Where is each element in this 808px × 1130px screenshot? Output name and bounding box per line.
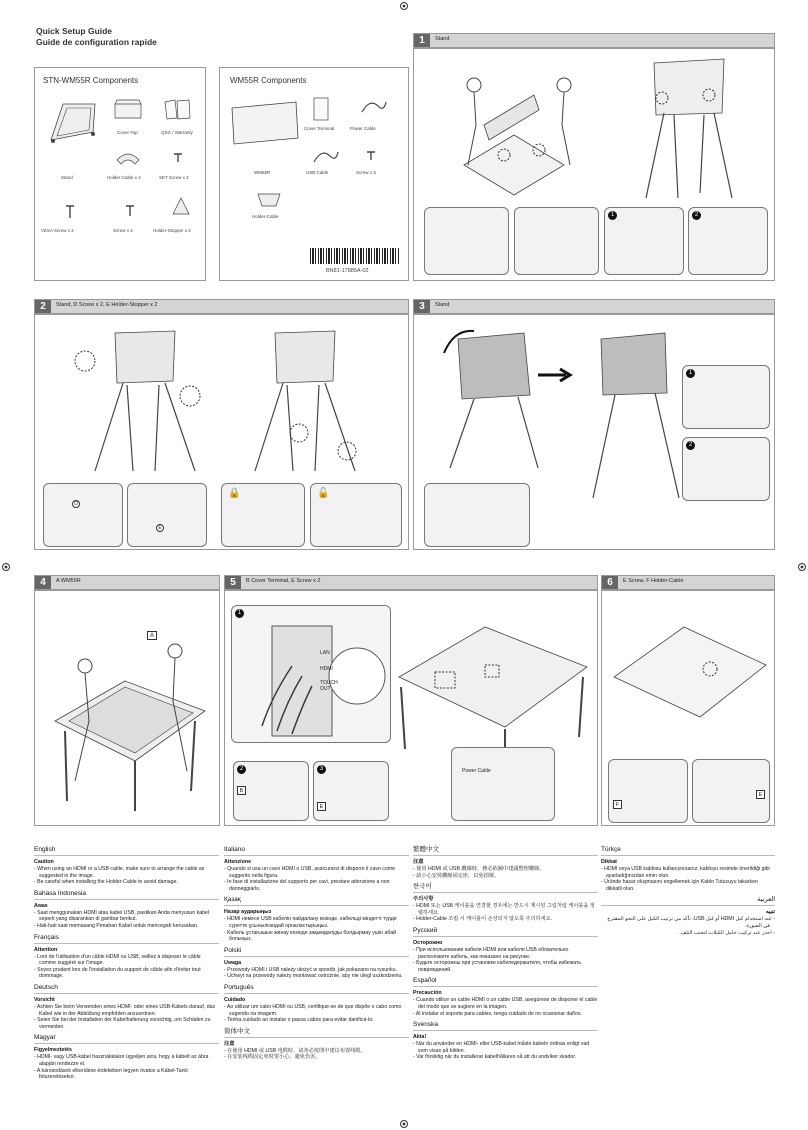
step-3-number: 3: [414, 300, 430, 313]
step-5-marker-b: B: [237, 786, 246, 795]
step-1-bar: [413, 33, 775, 48]
step-2-detail-locked: [221, 483, 305, 547]
wm-label-wm55r: WM55R: [254, 170, 271, 175]
step-3-arrow-right: [536, 367, 576, 383]
wm-label-holder-cable: Holder-Cable: [252, 214, 279, 219]
step-6-detail-f: [608, 759, 688, 823]
caution-heading: Precaución: [413, 990, 442, 997]
language-section: [34, 984, 219, 1030]
language-column-2: [224, 846, 409, 1065]
caution-line: - Hati-hati saat memasang Penahan Kabel untuk mencegah kerusakan.: [34, 922, 199, 929]
screw-3-illustration: [364, 148, 378, 162]
caution-line: - Tenha cuidado ao instalar o passa cabos para evitar danificá-lo.: [224, 1017, 374, 1024]
caution-heading: 注意: [224, 1040, 235, 1047]
caution-line: - При использовании кабеля HDMI или кабеля USB обязательно расположите кабель, как показано на рисунке.: [413, 946, 569, 960]
step-2-detail-d: [43, 483, 123, 547]
step-3-marker-2: 2: [686, 441, 695, 450]
caution-line: - Saat menggunakan HDMI atau kabel USB, pastikan Anda menyusun kabel seperti yang disarankan di gambar berikut.: [34, 909, 210, 923]
caution-heading: Awas: [34, 902, 48, 909]
stn-label-screw: Screw x 2: [113, 228, 133, 233]
language-name: Español: [413, 977, 598, 987]
caution-line: - Al instalar el soporte para cables, tenga cuidado de no ocasionar daños.: [413, 1010, 582, 1017]
language-section: [224, 1028, 409, 1061]
step-2-bar: [34, 299, 409, 314]
caution-line: - Be careful when installing the Holder-Cable to avoid damage.: [34, 879, 178, 886]
language-name: العربية: [601, 896, 775, 906]
caution-line: - A károsodások elkerülése érdekében legyen óvatos a Kábel-Tartó felszerelésekor.: [34, 1067, 188, 1081]
caution-line: - Uchwyt na przewody należy montować ostrożnie, aby nie ulegl uszkodzeniu.: [224, 973, 403, 980]
caution-line: - HDMI- vagy USB-kábel használatakor ügyeljen arra, hogy a kábelt az ábra alapján rendezze el.: [34, 1054, 209, 1067]
caution-line: - Üründe hasar oluşmasını engellemek için Kablo Tutucuyu takarken dikkatli olun.: [601, 879, 758, 892]
step-4-marker-a: A: [147, 631, 157, 640]
wm-components-box: [219, 67, 409, 281]
caution-heading: Figyelmeztetés: [34, 1047, 72, 1054]
stn-label-holder-stopper: Holder-Stopper x 2: [153, 228, 191, 233]
language-section: [34, 1034, 219, 1080]
registration-mark-bottom: [400, 1120, 408, 1128]
caution-line: - عند استخدام كبل HDMI أو كبل USB، تأكد من ترتيب الكبل على النحو المقترح في الصورة.: [607, 916, 775, 929]
step-6-display-back-illustration: [610, 621, 770, 721]
language-section: [413, 977, 598, 1017]
stn-label-holder-cable: Holder-Cable x 4: [107, 175, 141, 180]
caution-line: - Holder-Cable 조립 시 케이블이 손상되지 않도록 주의하세요.: [413, 916, 553, 923]
wm-label-cover-terminal: Cover Terminal: [304, 126, 335, 131]
step-3-detail-1: [682, 365, 770, 429]
caution-heading: Attenzione: [224, 859, 252, 865]
step-6-marker-f: F: [613, 800, 622, 809]
wm-label-power-cable: Power Cable: [350, 126, 376, 131]
barcode: [310, 248, 400, 264]
registration-mark-top: [400, 2, 408, 10]
language-section: [224, 846, 409, 892]
stn-label-vesa-screw: VESA Screw x 2: [41, 228, 74, 233]
step-4-bar: [34, 575, 220, 590]
wm-components-title: WM55R Components: [230, 76, 307, 85]
caution-line: - In fase di installazione del supporto per cavi, prestare attenzione a non danneggiarlo.: [224, 879, 390, 892]
caution-line: - 在安装线缆固定座时要小心，避免伤害。: [224, 1054, 321, 1061]
step-6-box: [601, 590, 775, 826]
language-name: Қазақ: [224, 896, 409, 906]
title-french: Guide de configuration rapide: [36, 37, 157, 47]
caution-heading: Назар аударыңыз: [224, 909, 272, 916]
stn-label-stand: Stand: [61, 175, 73, 180]
caution-heading: 주의사항: [413, 896, 434, 903]
stn-label-cover-top: Cover-Top: [117, 130, 138, 135]
caution-line: - 使用 HDMI 或 USB 纜線時，務必依圖中建議整理纜線。: [413, 866, 545, 872]
registration-mark-left: [2, 563, 10, 571]
step-3-detail-screw: [424, 483, 530, 547]
language-name: Magyar: [34, 1034, 219, 1044]
step-1-detail-a: [424, 207, 509, 275]
caution-line: - Var försiktig när du installerar kabelhållaren så att du undviker skador.: [413, 1054, 577, 1061]
wm-label-usb-cable: USB Cable: [306, 170, 329, 175]
language-name: Русский: [413, 927, 598, 937]
stn-components-box: [34, 67, 206, 281]
caution-line: - Lors de l'utilisation d'un câble HDMI ou USB, veillez à disposer le câble comme suggéré sur l'image.: [34, 953, 201, 967]
step-1-box: [413, 48, 775, 281]
caution-heading: 注意: [413, 859, 424, 865]
language-name: Deutsch: [34, 984, 219, 994]
wm55r-display-illustration: [230, 100, 300, 146]
language-section: [34, 934, 219, 980]
caution-line: - Кабель ұстағышын жинау кезінде зақымдалуды болдырмау үшін абай болыңыз.: [224, 929, 396, 943]
language-column-4: [601, 846, 775, 940]
power-cable-label: Power Cable: [462, 768, 491, 774]
step-4-number: 4: [35, 576, 51, 589]
language-section: [413, 846, 598, 879]
holder-stopper-illustration: [171, 196, 191, 216]
caution-line: - Будьте осторожны при установке кабеледержателя, чтобы избежать повреждений.: [413, 960, 582, 973]
caution-line: - HDMI 또는 USB 케이블을 연결할 경우에는 반드시 제시된 그림처럼 케이블을 정렬하세요.: [413, 903, 595, 916]
step-4-box: [34, 590, 220, 826]
language-section: [34, 890, 219, 930]
holder-cable-f-illustration: [256, 186, 282, 208]
step-2-marker-d: D: [72, 500, 80, 508]
language-name: Português: [224, 984, 409, 994]
step-2-box: [34, 314, 409, 550]
caution-line: - Cuando utilice un cable HDMI o un cable USB, asegúrese de disponer el cable del modo que se sugiere en la imagen.: [413, 997, 598, 1010]
step-1-detail-1: [604, 207, 684, 275]
caution-line: - Ao utilizar um cabo HDMI ou USB, certifique-se de que dispõe o cabo como sugerido na imagem.: [224, 1003, 402, 1017]
caution-line: - Soyez prudent lors de l'installation du support de câble afin d'éviter tout dommage.: [34, 966, 201, 980]
step-1-number: 1: [414, 34, 430, 47]
caution-heading: Akta!: [413, 1034, 427, 1041]
caution-line: - Seien Sie bei der Installation der Kabelhalterung vorsichtig, um Schäden zu vermeiden.: [34, 1017, 211, 1030]
language-name: Svenska: [413, 1021, 598, 1031]
vesa-screw-illustration: [63, 202, 77, 220]
caution-heading: Dikkat: [601, 859, 617, 865]
step-1-detail-b: [514, 207, 599, 275]
step-5-detail-3: [313, 761, 389, 821]
step-1-marker-1: 1: [608, 211, 617, 220]
language-name: 한국어: [413, 883, 598, 893]
step-5-bar: [224, 575, 598, 590]
caution-heading: Caution: [34, 859, 54, 865]
step-6-number: 6: [602, 576, 618, 589]
step-5-marker-1: 1: [235, 609, 244, 618]
caution-heading: Cuidado: [224, 996, 246, 1003]
usb-cable-illustration: [312, 146, 340, 166]
step-5-number: 5: [225, 576, 241, 589]
caution-line: - احذر عند تركيب حامل الكبلات لتجنب التلف.: [679, 929, 775, 936]
step-2-detail-unlocked: [310, 483, 402, 547]
caution-line: - HDMI немесе USB кабелін пайдалану кезінде, кабельді міндетті түрде суретте ұсынылғандай орналастырыңыз.: [224, 916, 397, 929]
step-5-ports-panel: [231, 605, 391, 743]
caution-line: - When using an HDMI or a USB cable, make sure to arrange the cable as suggested in the image.: [34, 866, 205, 879]
step-1-unboxing-illustration: [444, 55, 584, 205]
language-section: [224, 947, 409, 980]
step-5-marker-2: 2: [237, 765, 246, 774]
step-2-stand-right-illustration: [235, 321, 385, 481]
step-6-marker-e: E: [756, 790, 765, 799]
step-3-tilt-right-illustration: [579, 323, 689, 503]
language-section: [601, 846, 775, 892]
step-2-detail-e: [127, 483, 207, 547]
step-2-marker-e: E: [156, 524, 164, 532]
caution-heading: Attention: [34, 946, 58, 953]
caution-line: - HDMI veya USB kablosu kullanıyorsanız, kabloyu resimde önerildiği gibi ayarladığınızdan emin olun.: [601, 866, 770, 879]
barcode-number: BN81-17885A-02: [326, 268, 369, 274]
wm-label-screw: Screw x 3: [356, 170, 376, 175]
port-label-lan: LAN: [320, 650, 330, 656]
cover-terminal-illustration: [312, 96, 330, 122]
language-name: 繁體中文: [413, 846, 598, 856]
language-section: [34, 846, 219, 886]
registration-mark-right: [798, 563, 806, 571]
language-name: English: [34, 846, 219, 856]
stn-label-set-screw: SET Screw x 2: [159, 175, 189, 180]
caution-heading: Uwaga: [224, 959, 242, 966]
caution-line: - 請小心安裝纜線固定座，以免損壞。: [413, 872, 500, 879]
step-3-bar: [413, 299, 775, 314]
step-2-stand-left-illustration: [55, 321, 205, 481]
port-label-touch-out: TOUCH OUT: [320, 680, 338, 692]
language-name: Italiano: [224, 846, 409, 856]
language-section: [413, 927, 598, 973]
qsg-warranty-illustration: [163, 98, 193, 120]
caution-line: - 在使用 HDMI 或 USB 电缆时，请务必按图中建议布置线缆。: [224, 1047, 366, 1054]
language-name: 简体中文: [224, 1028, 409, 1038]
language-section: [413, 1021, 598, 1061]
stand-illustration: [43, 96, 103, 146]
step-5-box: [224, 590, 598, 826]
step-3-detail-2: [682, 437, 770, 501]
language-name: Türkçe: [601, 846, 775, 856]
screw-illustration: [123, 202, 137, 218]
holder-cable-illustration: [113, 146, 143, 168]
language-name: Bahasa Indonesia: [34, 890, 219, 900]
language-name: Polski: [224, 947, 409, 957]
port-label-hdmi: HDMI: [320, 666, 333, 672]
language-section: [601, 896, 775, 936]
step-1-label: Stand: [435, 36, 450, 42]
language-section: [413, 883, 598, 923]
step-5-table-illustration: [395, 617, 591, 757]
language-name: Français: [34, 934, 219, 944]
step-4-label: A WM55R: [56, 578, 81, 584]
step-3-tilt-left-illustration: [434, 323, 554, 473]
lock-icon: 🔒: [228, 488, 241, 499]
caution-line: - Achten Sie beim Verwenden eines HDMI- oder eines USB-Kabels darauf, das Kabel wie in der Abbildung empfohlen anzuordnen.: [34, 1003, 216, 1017]
caution-line: - Quando si usa un cavo HDMI o USB, assicurarsi di disporre il cavo come suggerito nella figura.: [224, 866, 395, 879]
step-5-power-panel: [451, 747, 555, 821]
unlock-icon: 🔓: [317, 488, 330, 499]
step-5-marker-e: E: [317, 802, 326, 811]
step-1-marker-2: 2: [692, 211, 701, 220]
step-4-placing-display-illustration: [45, 621, 211, 821]
step-1-detail-2: [688, 207, 768, 275]
caution-line: - Przewody HDMI i USB należy ułożyć w sposób, jak pokazano na rysunku.: [224, 966, 397, 973]
set-screw-illustration: [171, 150, 185, 164]
step-2-number: 2: [35, 300, 51, 313]
step-3-marker-1: 1: [686, 369, 695, 378]
step-1-stand-illustration: [634, 53, 744, 203]
step-5-marker-3: 3: [317, 765, 326, 774]
step-3-box: [413, 314, 775, 550]
document-title: [36, 26, 157, 48]
stn-label-qsg: QSG / Warranty: [161, 130, 193, 135]
step-6-label: E Screw, F Holder-Cable: [623, 578, 684, 584]
language-section: [224, 896, 409, 942]
caution-line: - När du använder en HDMI- eller USB-kabel måste kabeln ordnas enligt vad som visas på bilden.: [413, 1041, 590, 1054]
cover-top-illustration: [113, 98, 143, 120]
step-5-detail-2: [233, 761, 309, 821]
caution-heading: تنبيه: [765, 909, 775, 916]
stn-components-title: STN-WM55R Components: [43, 76, 139, 85]
step-6-detail-e: [692, 759, 770, 823]
title-english: Quick Setup Guide: [36, 26, 113, 36]
step-6-bar: [601, 575, 775, 590]
caution-heading: Осторожно: [413, 939, 443, 946]
caution-heading: Vorsicht: [34, 996, 55, 1003]
step-5-label: B Cover Terminal, E Screw x 2: [246, 578, 321, 584]
step-3-label: Stand: [435, 302, 450, 308]
language-column-1: [34, 846, 219, 1085]
language-column-3: [413, 846, 598, 1065]
language-section: [224, 984, 409, 1024]
power-cable-illustration: [360, 96, 388, 116]
step-2-label: Stand, D Screw x 2, E Holder-Stopper x 2: [56, 302, 158, 308]
